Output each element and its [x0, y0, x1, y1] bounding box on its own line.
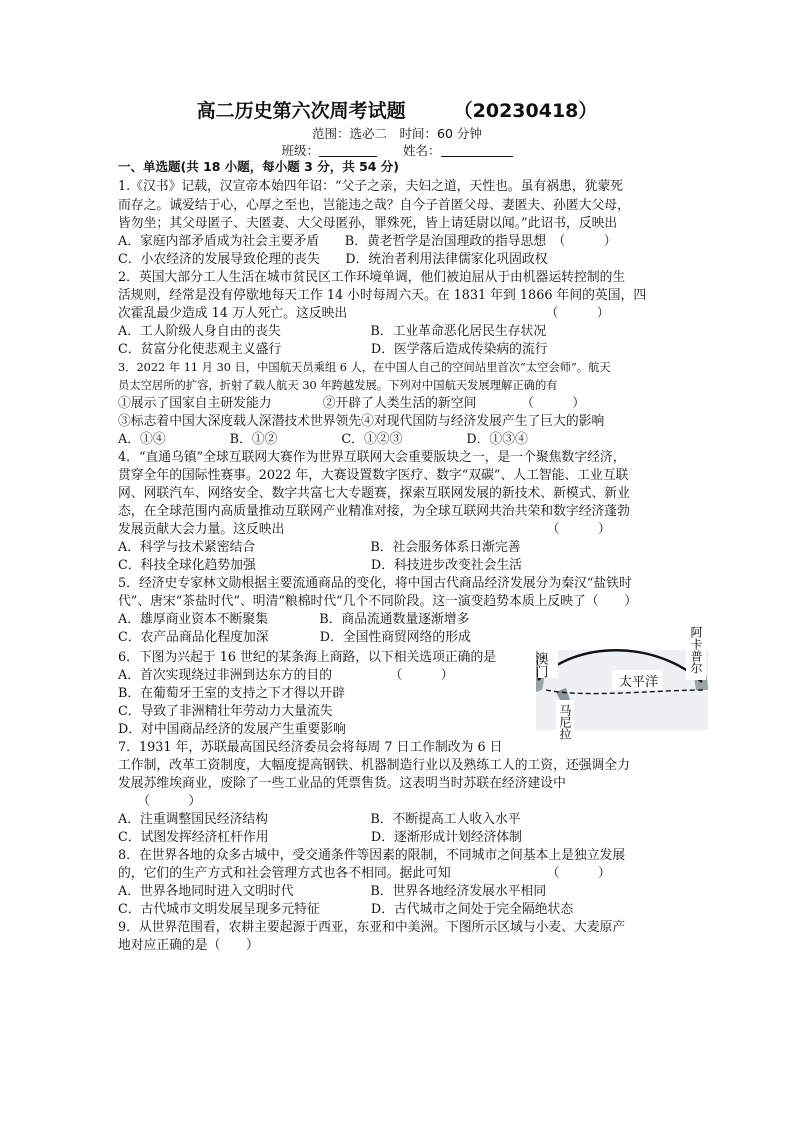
question-line: 态，在全球范围内高质量推动互联网产业精准对接，为全球互联网共治共荣和数字经济蓬勃	[118, 504, 630, 519]
question-line: 4．“直通乌镇”全球互联网大赛作为世界互联网大会重要版块之一，是一个聚焦数字经济，	[118, 450, 626, 465]
question-line: C．科技全球化趋势加强 D．科技进步改变社会生活	[118, 558, 522, 573]
trade-route-map	[532, 620, 708, 742]
question-line: 6．下图为兴起于 16 世纪的某条海上商路，以下相关选项正确的是	[118, 650, 497, 665]
question-line: A．世界各地同时进入文明时代 B．世界各地经济发展水平相同	[118, 884, 547, 899]
question-line: 发展苏维埃商业，废除了一些工业品的凭票售货。这表明当时苏联在经济建设中	[118, 776, 566, 791]
exam-scope: 范围：选必二 时间：60 分钟	[312, 126, 482, 141]
exam-date: （20230418）	[453, 100, 598, 122]
question-line: 而存之。诚爱结于心，心厚之至也，岂能违之哉？自今子首匿父母、妻匿夫、孙匿大父母，	[118, 198, 630, 213]
question-line: C．试图发挥经济杠杆作用 D．逐渐形成计划经济体制	[118, 830, 522, 845]
exam-title-row	[0, 96, 794, 123]
question-line: 皆勿坐；其父母匿子、夫匿妻、大父母匿孙，罪殊死，皆上请廷尉以闻。”此诏书，反映出	[118, 216, 618, 231]
question-line: C．农产品商品化程度加深 D．全国性商贸网络的形成	[118, 630, 471, 645]
label-acapulco: 阿卡普尔	[689, 626, 703, 674]
question-line: 代”、唐宋“茶盐时代”、明清“粮棉时代”几个不同阶段。这一演变趋势本质上反映了（ ）	[118, 594, 637, 609]
class-label: 班级：	[281, 143, 320, 158]
question-line: 的，它们的生产方式和社会管理方式也各不相同。据此可知 （ ）	[118, 866, 611, 881]
label-pacific: 太平洋	[619, 675, 659, 690]
question-line: A．家庭内部矛盾成为社会主要矛盾 B．黄老哲学是治国理政的指导思想 （ ）	[118, 234, 617, 249]
question-line: C．导致了非洲精壮年劳动力大量流失	[118, 704, 333, 719]
question-line: ①展示了国家自主研发能力 ②开辟了人类生活的新空间 （ ）	[118, 396, 586, 411]
question-line: 次霍乱最少造成 14 万人死亡。这反映出 （ ）	[118, 306, 610, 321]
question-line: 9．从世界范围看，农耕主要起源于西亚，东亚和中美洲。下图所示区域与小麦、大麦原产	[118, 920, 626, 935]
question-line: A．科学与技术紧密结合 B．社会服务体系日渐完善	[118, 540, 521, 555]
question-line: ③标志着中国大深度载人深潜技术世界领先④对现代国防与经济发展产生了巨大的影响	[118, 414, 605, 429]
question-line: C．小农经济的发展导致伦理的丧失 D．统治者利用法律儒家化巩固政权	[118, 252, 548, 267]
label-macau: 澳门	[532, 652, 548, 678]
question-line: D．对中国商品经济的发展产生重要影响	[118, 722, 346, 737]
question-line: 2．英国大部分工人生活在城市贫民区工作环境单调，他们被迫屈从于由机器运转控制的生	[118, 270, 626, 285]
question-line: 员太空居所的扩容，折射了载人航天 30 年跨越发展。下列对中国航天发展理解正确的有	[118, 379, 558, 392]
question-line: A．①④ B．①② C．①②③ D．①③④	[118, 432, 528, 447]
question-line: 地对应正确的是（ ）	[118, 938, 259, 953]
question-line: 网、网联汽车、网络安全、数字共富七大专题赛，探索互联网发展的新技术、新模式、新业	[118, 486, 630, 501]
question-line: B．在葡萄牙王室的支持之下才得以开辟	[118, 686, 345, 701]
question-line: 8．在世界各地的众多古城中，受交通条件等因素的限制，不同城市之间基本上是独立发展	[118, 848, 626, 863]
question-line: C．古代城市文明发展呈现多元特征 D．古代城市之间处于完全隔绝状态	[118, 902, 574, 917]
exam-student-fields	[0, 141, 794, 159]
question-line: 活规则，经常是没有停歇地每天工作 14 小时每周六天。在 1831 年到 1866 年间的英国，四	[118, 288, 647, 303]
question-line: （ ）	[118, 794, 202, 809]
question-line: 7．1931 年，苏联最高国民经济委员会将每周 7 日工作制改为 6 日	[118, 740, 503, 755]
name-label: 姓名：	[402, 143, 441, 158]
label-manila: 马尼拉	[558, 704, 572, 740]
exam-title: 高二历史第六次周考试题	[196, 100, 406, 122]
question-line: 3．2022 年 11 月 30 日，中国航天员乘组 6 人，在中国人自己的空间站里首次“太空会师”。航天	[118, 361, 611, 374]
name-blank[interactable]	[441, 144, 513, 157]
question-line: 发展贡献大会力量。这反映出 （ ）	[118, 522, 611, 537]
question-line: A．工人阶级人身自由的丧失 B．工业革命恶化居民生存状况	[118, 324, 547, 339]
question-line: A．注重调整国民经济结构 B．不断提高工人收入水平	[118, 812, 521, 827]
class-blank[interactable]	[319, 144, 377, 157]
section-heading: 一、单选题(共 18 小题，每小题 3 分，共 54 分)	[118, 159, 400, 174]
question-line: 工作制，改革工资制度，大幅度提高钢铁、机器制造行业以及熟练工人的工资，还强调全力	[118, 758, 630, 773]
question-line: 1.《汉书》记载，汉宣帝本始四年诏：“父子之亲，夫妇之道，天性也。虽有祸患，犹蒙死	[118, 179, 624, 194]
question-line: 5．经济史专家林文勋根据主要流通商品的变化，将中国古代商品经济发展分为秦汉“盐铁时	[118, 576, 632, 591]
question-line: A．雄厚商业资本不断聚集 B．商品流通数量逐渐增多	[118, 612, 470, 627]
question-line: 贯穿全年的国际性赛事。2022 年，大赛设置数字医疗、数字“双碳”、人工智能、工业互联	[118, 468, 629, 483]
question-line: A．首次实现绕过非洲到达东方的目的 （ ）	[118, 668, 454, 683]
question-line: C．贫富分化使悲观主义盛行 D．医学落后造成传染病的流行	[118, 342, 548, 357]
